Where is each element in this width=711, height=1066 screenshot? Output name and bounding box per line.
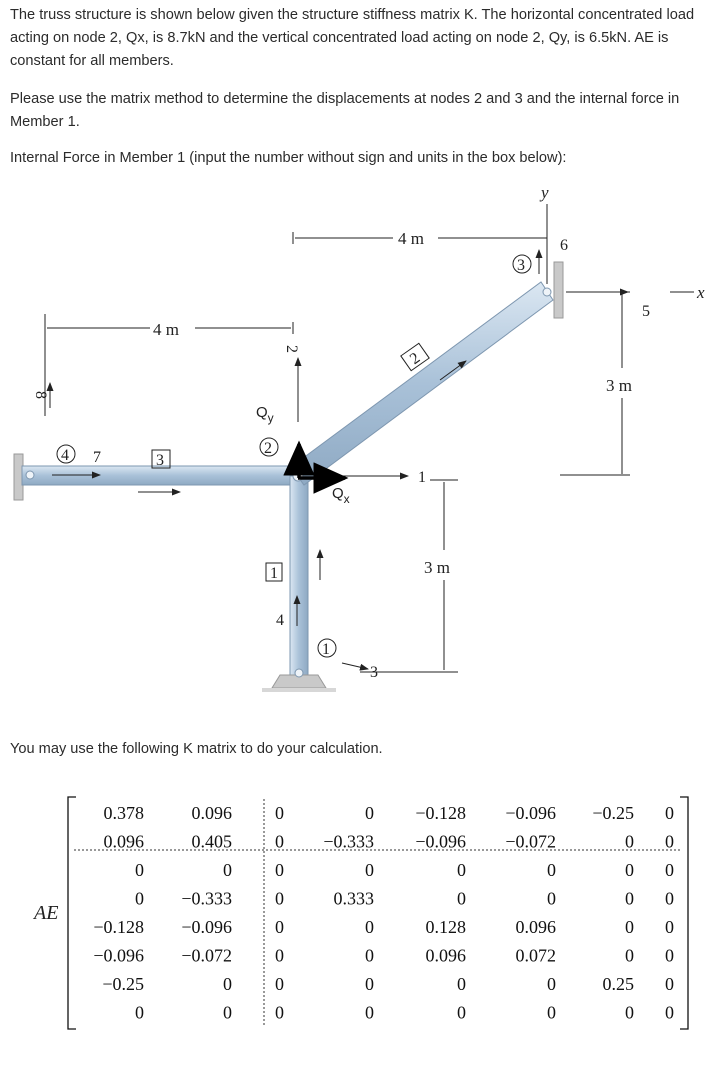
k-cell-r8-c1: 0 [135, 1002, 144, 1023]
k-cell-r3-c1: 0 [135, 860, 144, 880]
dof-4-label: 4 [276, 612, 284, 629]
k-cell-r8-c2: 0 [223, 1002, 232, 1023]
k-cell-r2-c1: 0.096 [103, 831, 144, 852]
problem-statement: The truss structure is shown below given the structure stiffness matrix K. The horizontal concentrated load acting on node 2, Qx, is 8.7kN and the vertical concentrated load acting on node 2, Qy, is 6.5kN. AE is constant for all members. [10, 7, 695, 69]
joint-node-4 [26, 471, 34, 479]
k-cell-r5-c3: 0 [275, 917, 284, 937]
k-cell-r6-c3: 0 [275, 945, 284, 966]
dof-1-label: 1 [418, 469, 426, 486]
k-cell-r1-c6: −0.096 [505, 803, 556, 823]
k-cell-r1-c1: 0.378 [103, 803, 144, 823]
truss-diagram [0, 178, 711, 718]
member-3-label: 3 [156, 452, 164, 469]
k-cell-r3-c7: 0 [625, 860, 634, 880]
k-cell-r4-c2: −0.333 [181, 888, 232, 909]
dof-6-label: 6 [560, 237, 568, 254]
k-cell-r7-c5: 0 [457, 974, 466, 994]
k-cell-r7-c4: 0 [365, 974, 374, 994]
k-cell-r7-c6: 0 [547, 974, 556, 994]
dof-8-label: 8 [32, 391, 49, 399]
k-cell-r2-c7: 0 [625, 831, 634, 852]
k-cell-r4-c3: 0 [275, 888, 284, 909]
axis-x-label: x [697, 283, 705, 302]
k-cell-r8-c7: 0 [625, 1002, 634, 1023]
dof-7-label: 7 [93, 449, 101, 466]
k-cell-r4-c6: 0 [547, 888, 556, 909]
matrix-left-bracket [68, 797, 76, 1029]
node-4-label: 4 [61, 447, 69, 464]
bottom-ground [262, 688, 336, 692]
k-cell-r7-c8: 0 [665, 974, 674, 994]
k-cell-r3-c8: 0 [665, 860, 674, 880]
k-cell-r1-c5: −0.128 [415, 803, 466, 823]
member-1-label: 1 [270, 565, 278, 582]
axis-y-label: y [541, 183, 549, 202]
dim-right-label: 3 m [606, 376, 632, 395]
k-cell-r8-c4: 0 [365, 1002, 374, 1023]
k-cell-r3-c5: 0 [457, 860, 466, 880]
k-cell-r3-c6: 0 [547, 860, 556, 880]
k-cell-r4-c8: 0 [665, 888, 674, 909]
k-cell-r5-c1: −0.128 [93, 917, 144, 937]
node-3-label: 3 [517, 257, 525, 274]
k-cell-r6-c1: −0.096 [93, 945, 144, 966]
k-cell-r3-c2: 0 [223, 860, 232, 880]
k-cell-r8-c3: 0 [275, 1002, 284, 1023]
k-cell-r6-c7: 0 [625, 945, 634, 966]
k-cell-r5-c5: 0.128 [425, 917, 466, 937]
k-cell-r1-c8: 0 [665, 803, 674, 823]
k-matrix-intro: You may use the following K matrix to do your calculation. [10, 741, 383, 757]
k-cell-r1-c7: −0.25 [592, 803, 634, 823]
dof-5-label: 5 [642, 303, 650, 320]
k-cell-r2-c3: 0 [275, 831, 284, 852]
joint-node-3 [543, 288, 551, 296]
matrix-right-bracket [680, 797, 688, 1029]
k-cell-r8-c5: 0 [457, 1002, 466, 1023]
k-cell-r6-c8: 0 [665, 945, 674, 966]
dim-lower-label: 3 m [424, 558, 450, 577]
member-2 [291, 282, 553, 485]
k-cell-r7-c7: 0.25 [602, 974, 634, 994]
k-cell-r2-c5: −0.096 [415, 831, 466, 852]
k-cell-r4-c5: 0 [457, 888, 466, 909]
k-cell-r5-c6: 0.096 [515, 917, 556, 937]
k-cell-r1-c4: 0 [365, 803, 374, 823]
k-cell-r3-c3: 0 [275, 860, 284, 880]
k-cell-r7-c2: 0 [223, 974, 232, 994]
joint-node-1 [295, 669, 303, 677]
matrix-factor-ae: AE [34, 902, 59, 924]
k-cell-r2-c2: 0.405 [191, 831, 232, 852]
k-cell-r2-c6: −0.072 [505, 831, 556, 852]
node-2-label: 2 [264, 440, 272, 457]
k-cell-r5-c2: −0.096 [181, 917, 232, 937]
dim-left-label: 4 m [153, 320, 179, 339]
member-1 [290, 476, 308, 676]
k-cell-r2-c8: 0 [665, 831, 674, 852]
k-cell-r4-c7: 0 [625, 888, 634, 909]
node-1-label: 1 [322, 641, 330, 658]
dim-top-label: 4 m [398, 229, 424, 248]
k-cell-r4-c4: 0.333 [333, 888, 374, 909]
k-cell-r7-c1: −0.25 [102, 974, 144, 994]
k-cell-r7-c3: 0 [275, 974, 284, 994]
k-cell-r8-c8: 0 [665, 1002, 674, 1023]
problem-task: Please use the matrix method to determine the displacements at nodes 2 and 3 and the internal force in Member 1. [10, 91, 680, 130]
k-cell-r5-c7: 0 [625, 917, 634, 937]
k-cell-r4-c1: 0 [135, 888, 144, 909]
k-cell-r2-c4: −0.333 [323, 831, 374, 852]
k-cell-r6-c5: 0.096 [425, 945, 466, 966]
k-cell-r1-c3: 0 [275, 803, 284, 823]
k-cell-r6-c2: −0.072 [181, 945, 232, 966]
k-cell-r5-c8: 0 [665, 917, 674, 937]
dof-2-label: 2 [283, 345, 300, 353]
k-cell-r6-c6: 0.072 [515, 945, 556, 966]
k-cell-r6-c4: 0 [365, 945, 374, 966]
load-qy-label: $Q_y$ [256, 404, 274, 425]
dof-3-label: 3 [370, 664, 378, 681]
k-cell-r1-c2: 0.096 [191, 803, 232, 823]
right-wall-support [554, 262, 563, 318]
answer-instruction: Internal Force in Member 1 (input the number without sign and units in the box below): [10, 150, 567, 166]
k-cell-r8-c6: 0 [547, 1002, 556, 1023]
k-cell-r5-c4: 0 [365, 917, 374, 937]
stiffness-matrix [60, 795, 700, 1031]
load-qx-label: $Q_x$ [332, 485, 350, 506]
k-cell-r3-c4: 0 [365, 860, 374, 880]
member-2-label: 2 [406, 349, 424, 369]
